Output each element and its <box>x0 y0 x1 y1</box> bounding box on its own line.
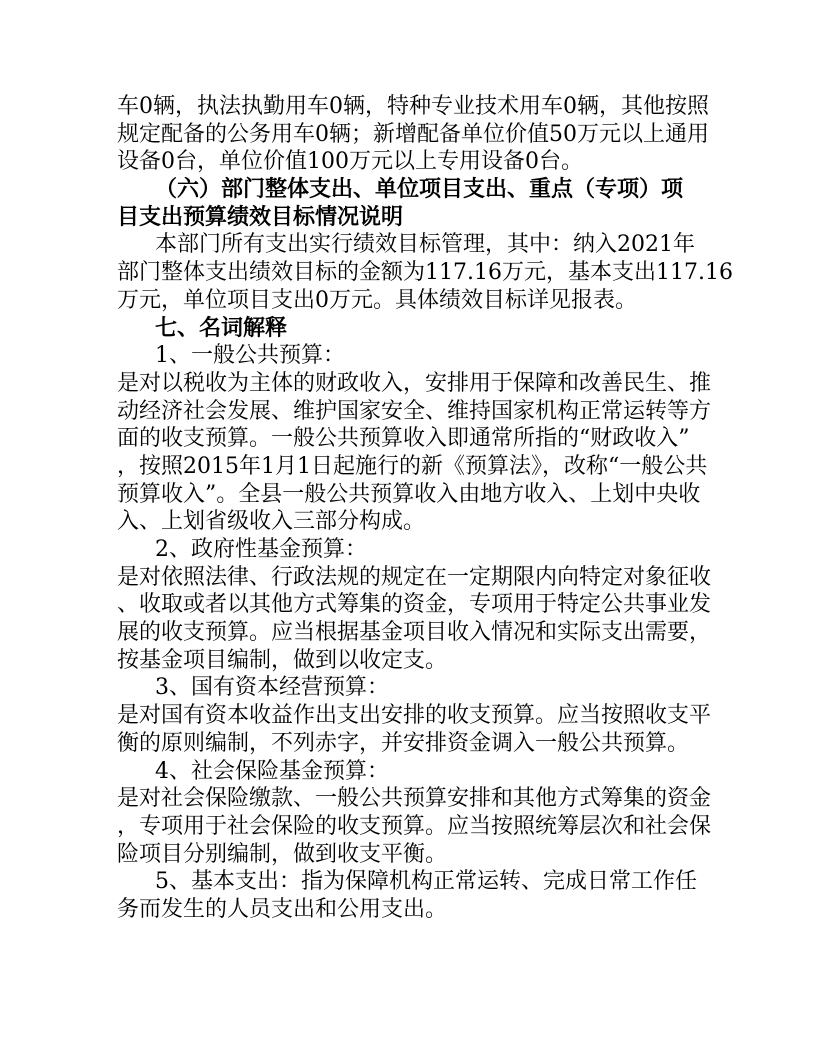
term1-def-line-1: 是对以税收为主体的财政收入，安排用于保障和改善民生、推 <box>117 370 712 396</box>
term1-def-line-6: 入、上划省级收入三部分构成。 <box>117 509 426 535</box>
term1-def-line-3: 面的收支预算。一般公共预算收入即通常所指的“财政收入” <box>117 426 690 452</box>
term4-def-line-2: ，专项用于社会保险的收支预算。应当按照统筹层次和社会保 <box>117 813 712 839</box>
term4-def-line-1: 是对社会保险缴款、一般公共预算安排和其他方式筹集的资金 <box>117 786 712 812</box>
term2-def-line-4: 按基金项目编制，做到以收定支。 <box>117 647 448 673</box>
body-line-performance-1: 本部门所有支出实行绩效目标管理，其中：纳入2021年 <box>155 232 695 258</box>
term1-title: 1、一般公共预算： <box>155 343 345 369</box>
body-line-vehicles-1: 车0辆，执法执勤用车0辆，特种专业技术用车0辆，其他按照 <box>117 94 709 119</box>
term5-line-1: 5、基本支出：指为保障机构正常运转、完成日常工作任 <box>155 869 697 895</box>
term2-title: 2、政府性基金预算： <box>155 537 367 562</box>
body-line-performance-2: 部门整体支出绩效目标的金额为117.16万元，基本支出117.16 <box>117 260 733 286</box>
term3-title: 3、国有资本经营预算： <box>155 675 389 701</box>
term2-def-line-1: 是对依照法律、行政法规的规定在一定期限内向特定对象征收 <box>117 564 712 590</box>
term3-def-line-1: 是对国有资本收益作出支出安排的收支预算。应当按照收支平 <box>117 703 712 729</box>
term3-def-line-2: 衡的原则编制，不列赤字，并安排资金调入一般公共预算。 <box>117 730 690 756</box>
document-page <box>117 93 733 924</box>
body-line-vehicles-3: 设备0台，单位价值100万元以上专用设备0台。 <box>117 149 583 175</box>
term4-title: 4、社会保险基金预算： <box>155 758 389 784</box>
body-line-performance-3: 万元，单位项目支出0万元。具体绩效目标详见报表。 <box>117 287 637 313</box>
term2-def-line-2: 、收取或者以其他方式筹集的资金，专项用于特定公共事业发 <box>117 592 712 618</box>
term5-line-2: 务而发生的人员支出和公用支出。 <box>117 896 448 922</box>
term1-def-line-4: ，按照2015年1月1日起施行的新《预算法》，改称“一般公共 <box>117 453 708 479</box>
heading-glossary: 七、名词解释 <box>155 314 288 341</box>
term1-def-line-2: 动经济社会发展、维护国家安全、维持国家机构正常运转等方 <box>117 398 712 424</box>
term1-def-line-5: 预算收入”。全县一般公共预算收入由地方收入、上划中央收 <box>117 481 701 507</box>
body-line-vehicles-2: 规定配备的公务用车0辆；新增配备单位价值50万元以上通用 <box>117 121 709 147</box>
term4-def-line-3: 险项目分别编制，做到收支平衡。 <box>117 841 448 867</box>
heading-section6-line-1: （六）部门整体支出、单位项目支出、重点（专项）项 <box>155 176 684 203</box>
heading-section6-line-2: 目支出预算绩效目标情况说明 <box>117 203 404 230</box>
term2-def-line-3: 展的收支预算。应当根据基金项目收入情况和实际支出需要， <box>117 620 712 646</box>
